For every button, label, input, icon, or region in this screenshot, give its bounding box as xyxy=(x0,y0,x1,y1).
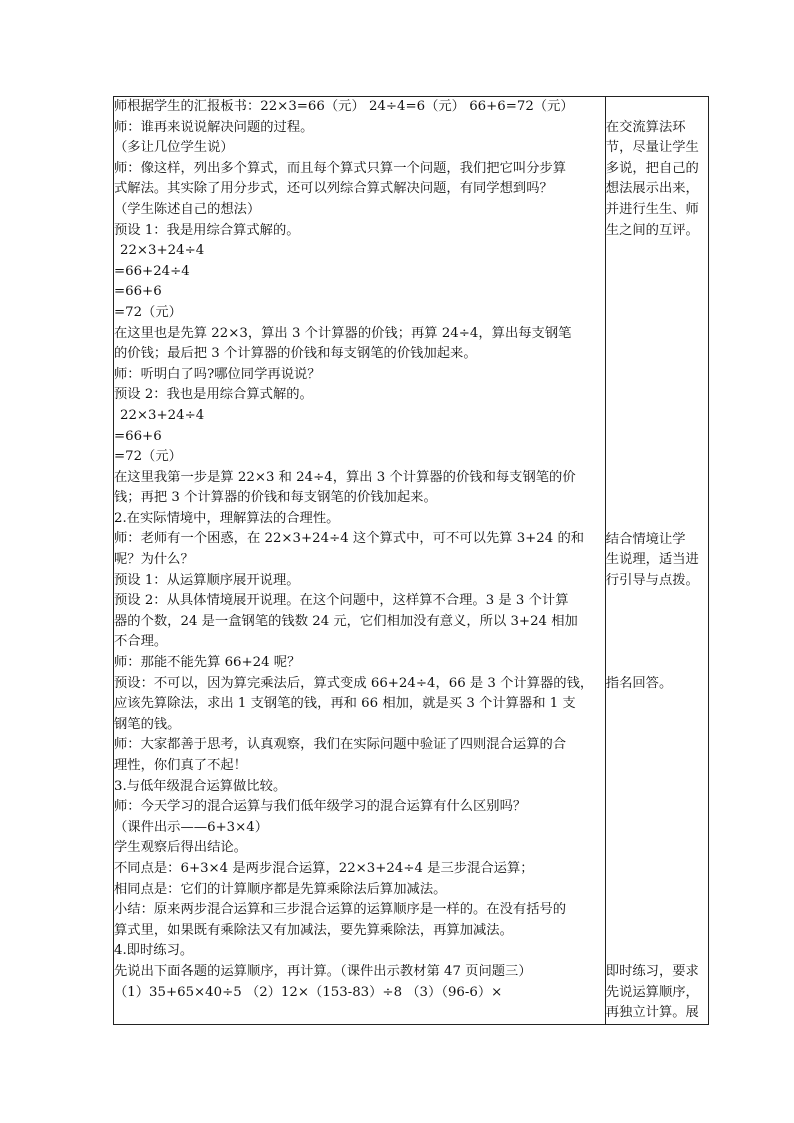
text-line: 钢笔的钱。 xyxy=(114,716,181,732)
text-line: 在这里我第一步是算 22×3 和 24÷4，算出 3 个计算器的价钱和每支钢笔的价 xyxy=(114,469,576,485)
text-line: 预设 1：从运算顺序展开说理。 xyxy=(114,572,300,588)
formula-line: =72（元） xyxy=(114,449,182,465)
note-call-on-student xyxy=(606,674,708,695)
design-notes-cell xyxy=(605,97,708,1025)
text-line: 预设 2：从具体情境展开说理。在这个问题中，这样算不合理。3 是 3 个计算 xyxy=(114,593,569,609)
exercise-line: （1）35+65×40÷5 （2）12×（153-83）÷8 （3）（96-6）× xyxy=(114,984,503,1000)
text-line: 师：今天学习的混合运算与我们低年级学习的混合运算有什么区别吗？ xyxy=(114,799,527,815)
note-line: 并进行生生、师 xyxy=(605,201,699,217)
formula-line: 22×3+24÷4 xyxy=(120,407,205,423)
section-heading: 4.即时练习。 xyxy=(114,943,194,959)
note-algorithm-exchange xyxy=(606,118,708,242)
teaching-process-cell xyxy=(114,97,606,1025)
note-line: 生之间的互评。 xyxy=(605,222,699,238)
text-line: 预设：不可以，因为算完乘法后，算式变成 66+24÷4，66 是 3 个计算器的钱， xyxy=(114,675,594,691)
note-line: 在交流算法环 xyxy=(605,119,686,135)
note-context-reasoning xyxy=(606,530,708,592)
note-line: 指名回答。 xyxy=(605,675,673,691)
text-line: 应该先算除法，求出 1 支钢笔的钱，再和 66 相加，就是买 3 个计算器和 1 支 xyxy=(114,696,576,712)
text-line: 预设 1：我是用综合算式解的。 xyxy=(114,222,300,238)
text-line: 师：听明白了吗?哪位同学再说说？ xyxy=(114,366,321,382)
text-line: 师：大家都善于思考，认真观察，我们在实际问题中验证了四则混合运算的合 xyxy=(114,737,567,753)
note-line: 行引导与点拨。 xyxy=(605,572,699,588)
lesson-plan-table xyxy=(113,96,709,1025)
text-line: 小结：原来两步混合运算和三步混合运算的运算顺序是一样的。在没有括号的 xyxy=(114,902,567,918)
note-line: 节，尽量让学生 xyxy=(605,140,699,156)
note-instant-practice xyxy=(606,962,708,1024)
note-line: 即时练习，要求 xyxy=(605,964,699,980)
text-line: 不合理。 xyxy=(114,634,168,650)
text-line: 不同点是：6+3×4 是两步混合运算，22×3+24÷4 是三步混合运算； xyxy=(114,860,534,876)
formula-line: =66+6 xyxy=(114,284,162,300)
text-line: 器的个数，24 是一盒钢笔的钱数 24 元，它们相加没有意义，所以 3+24 相加 xyxy=(114,613,578,629)
text-line: （学生陈述自己的想法） xyxy=(114,201,261,217)
note-line: 生说理，适当进 xyxy=(605,552,699,568)
text-line: 学生观察后得出结论。 xyxy=(114,840,247,856)
text-line: 预设 2：我也是用综合算式解的。 xyxy=(114,387,313,403)
text-line: 理性，你们真了不起！ xyxy=(114,758,247,773)
text-line: 算式里，如果既有乘除法又有加减法，要先算乘除法，再算加减法。 xyxy=(114,922,513,938)
text-line: 相同点是：它们的计算顺序都是先算乘除法后算加减法。 xyxy=(114,881,447,897)
text-line: （课件出示——6+3×4） xyxy=(114,819,269,835)
formula-line: 22×3+24÷4 xyxy=(120,243,205,259)
text-line: 师：谁再来说说解决问题的过程。 xyxy=(114,119,314,135)
formula-line: =66+24÷4 xyxy=(114,263,190,279)
note-line: 先说运算顺序， xyxy=(605,984,699,1000)
formula-line: =72（元） xyxy=(114,304,182,320)
text-line: （多让几位学生说） xyxy=(114,140,234,156)
note-line: 多说，把自己的 xyxy=(605,160,699,176)
text-line: 师：那能不能先算 66+24 呢？ xyxy=(114,655,301,671)
text-line: 先说出下面各题的运算顺序，再计算。（课件出示教材第 47 页问题三） xyxy=(114,963,532,979)
text-line: 师：老师有一个困惑，在 22×3+24÷4 这个算式中，可不可以先算 3+24 的和 xyxy=(114,531,585,547)
section-heading: 2.在实际情境中，理解算法的合理性。 xyxy=(114,510,340,526)
formula-line: =66+6 xyxy=(114,428,162,444)
text-line: 的价钱；最后把 3 个计算器的价钱和每支钢笔的价钱加起来。 xyxy=(114,346,477,362)
text-line: 师根据学生的汇报板书：22×3=66（元） 24÷4=6（元） 66+6=72（元） xyxy=(114,99,574,114)
text-line: 在这里也是先算 22×3，算出 3 个计算器的价钱；再算 24÷4，算出每支钢笔 xyxy=(114,325,572,341)
text-line: 师：像这样，列出多个算式，而且每个算式只算一个问题，我们把它叫分步算 xyxy=(114,160,567,176)
section-heading: 3.与低年级混合运算做比较。 xyxy=(114,778,287,794)
text-line: 式解法。其实除了用分步式，还可以列综合算式解决问题，有同学想到吗？ xyxy=(114,181,553,197)
note-line: 结合情境让学 xyxy=(605,531,686,547)
note-line: 再独立计算。展 xyxy=(605,1005,699,1021)
text-line: 钱；再把 3 个计算器的价钱和每支钢笔的价钱加起来。 xyxy=(114,490,437,506)
text-line: 呢？为什么？ xyxy=(114,552,194,568)
note-line: 想法展示出来， xyxy=(605,181,699,197)
